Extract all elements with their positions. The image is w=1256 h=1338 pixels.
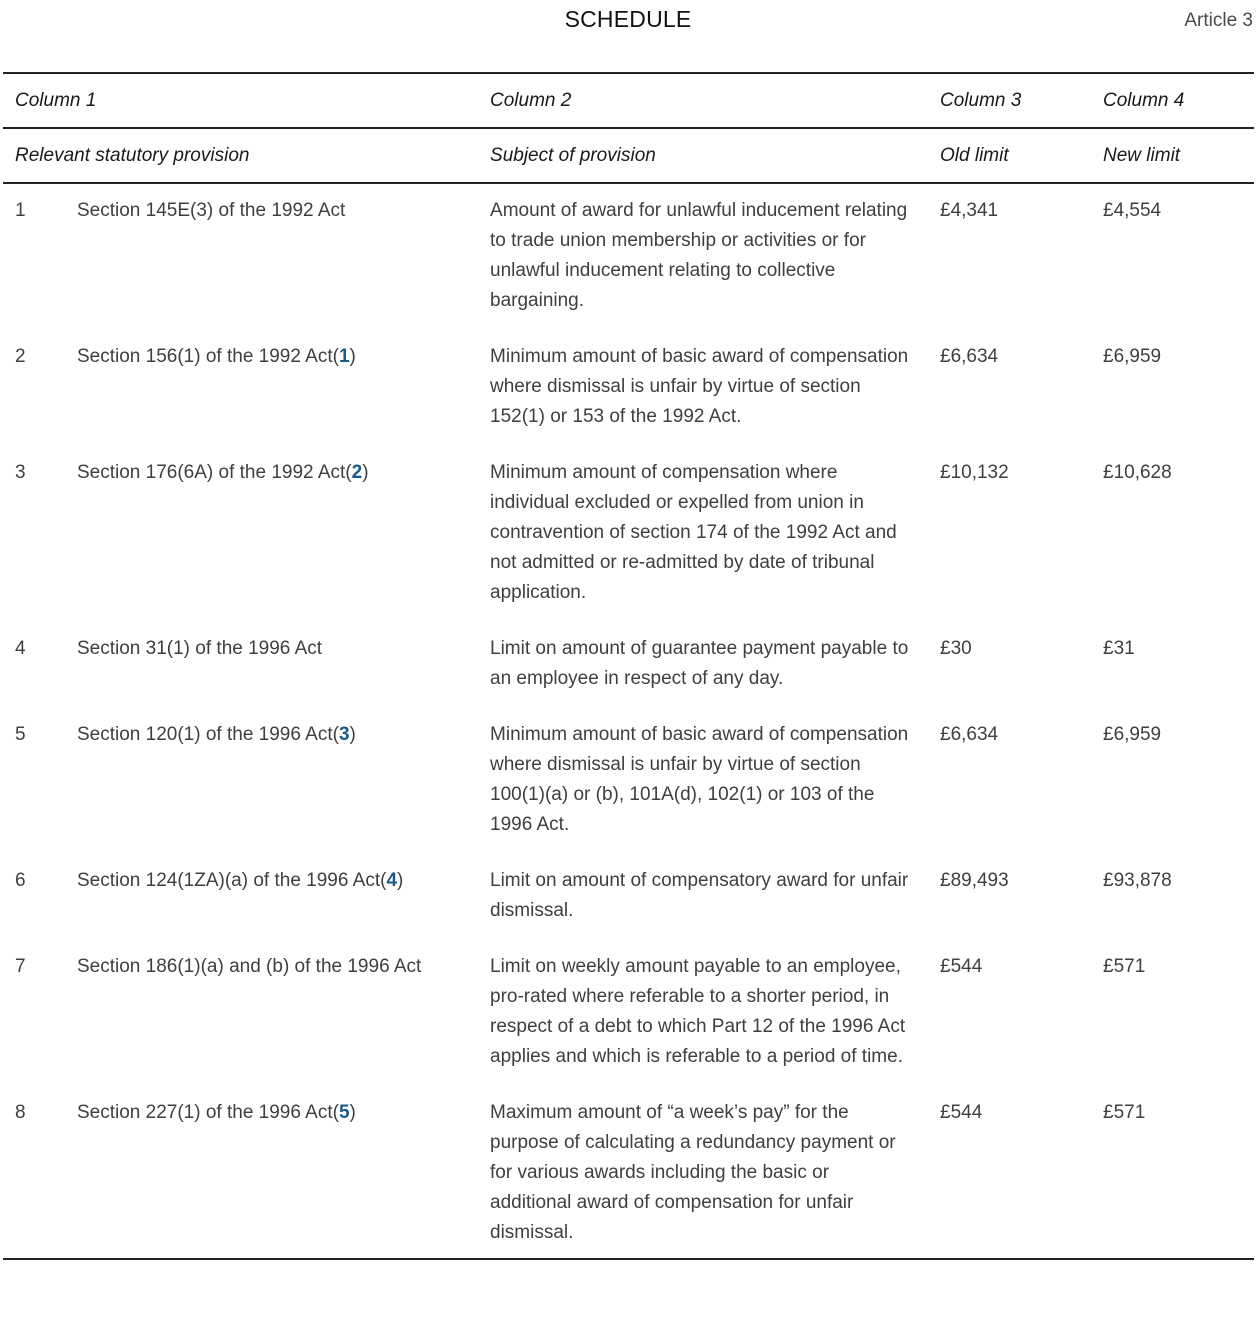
old-limit: £6,634 <box>940 346 999 367</box>
article-reference: Article 3 <box>1184 10 1253 31</box>
new-limit: £571 <box>1091 1086 1254 1259</box>
old-limit: £4,341 <box>940 200 999 221</box>
column-header-row <box>3 73 1254 128</box>
new-limit: £6,959 <box>1103 346 1162 367</box>
table-row <box>3 940 1254 1086</box>
new-limit: £571 <box>1103 956 1146 977</box>
provision-text: Section 124(1ZA)(a) of the 1996 Act <box>77 870 381 891</box>
old-limit-header: Old limit <box>928 128 1091 183</box>
statutory-provision <box>65 940 478 1086</box>
row-number: 1 <box>15 200 26 221</box>
statutory-provision: Section 156(1) of the 1992 Act(1) <box>77 346 356 367</box>
provision-subject: Minimum amount of basic award of compensation where dismissal is unfair by virtue of section 152(1) or 153 of the 1992 Act. <box>490 346 909 427</box>
table-row <box>3 622 1254 708</box>
provision-text: Section 227(1) of the 1996 Act <box>77 1102 333 1123</box>
statutory-provision: Section 124(1ZA)(a) of the 1996 Act(4) <box>77 870 404 891</box>
statutory-provision: Section 176(6A) of the 1992 Act(2) <box>77 462 369 483</box>
provision-subject: Maximum amount of “a week’s pay” for the purpose of calculating a redundancy payment or for various awards including the basic or additional award of compensation for unfair dismissal. <box>478 1086 928 1259</box>
column-2-header: Column 2 <box>478 73 928 128</box>
row-number: 7 <box>15 956 26 977</box>
schedule-heading: SCHEDULE <box>564 6 692 32</box>
old-limit: £89,493 <box>940 870 1009 891</box>
new-limit: £31 <box>1103 638 1135 659</box>
relevant-provision-header: Relevant statutory provision <box>3 128 478 183</box>
old-limit: £30 <box>940 638 972 659</box>
footnote-link-5[interactable]: 5 <box>338 1102 350 1123</box>
provision-subject: Limit on weekly amount payable to an employee, pro-rated where referable to a shorter period, in respect of a debt to which Part 12 of the 1996 Act applies and which is referable to a period of time. <box>490 956 906 1067</box>
subject-header: Subject of provision <box>478 128 928 183</box>
provision-text: Section 176(6A) of the 1992 Act <box>77 462 346 483</box>
new-limit: £93,878 <box>1103 870 1172 891</box>
table-row <box>3 854 1254 940</box>
provision-text: Section 31(1) of the 1996 Act <box>77 638 323 659</box>
footnote-link-1[interactable]: 1 <box>338 346 350 367</box>
sub-header-row <box>3 128 1254 183</box>
old-limit: £6,634 <box>940 724 999 745</box>
new-limit: £6,959 <box>1103 724 1162 745</box>
row-number: 8 <box>3 1086 65 1259</box>
provision-subject: Limit on amount of guarantee payment payable to an employee in respect of any day. <box>490 638 909 689</box>
footnote-link-2[interactable]: 2 <box>351 462 363 483</box>
provision-text: Section 156(1) of the 1992 Act <box>77 346 333 367</box>
statutory-provision: Section 120(1) of the 1996 Act(3) <box>77 724 356 745</box>
row-number: 5 <box>15 724 26 745</box>
column-1-header: Column 1 <box>3 73 478 128</box>
provision-text: Section 145E(3) of the 1992 Act <box>77 200 346 221</box>
footnote-link-4[interactable]: 4 <box>386 870 398 891</box>
table-row <box>3 330 1254 446</box>
footnote-link-3[interactable]: 3 <box>338 724 350 745</box>
schedule-table <box>3 72 1254 1260</box>
row-number: 3 <box>15 462 26 483</box>
old-limit: £10,132 <box>940 462 1009 483</box>
table-row <box>3 183 1254 330</box>
table-row <box>3 1086 1254 1259</box>
new-limit: £10,628 <box>1103 462 1172 483</box>
new-limit-header: New limit <box>1091 128 1254 183</box>
old-limit: £544 <box>928 1086 1091 1259</box>
provision-subject: Minimum amount of basic award of compensation where dismissal is unfair by virtue of section 100(1)(a) or (b), 101A(d), 102(1) or 103 of the 1996 Act. <box>490 724 909 835</box>
provision-text: Section 186(1)(a) and (b) of the 1996 Act <box>77 956 422 977</box>
row-number: 4 <box>15 638 26 659</box>
provision-subject: Amount of award for unlawful inducement relating to trade union membership or activities or for unlawful inducement relating to collective bargaining. <box>490 200 908 311</box>
provision-subject: Minimum amount of compensation where individual excluded or expelled from union in contravention of section 174 of the 1992 Act and not admitted or re-admitted by date of tribunal application. <box>490 462 897 603</box>
provision-text: Section 120(1) of the 1996 Act <box>77 724 333 745</box>
column-4-header: Column 4 <box>1091 73 1254 128</box>
row-number: 6 <box>15 870 26 891</box>
statutory-provision <box>65 183 478 330</box>
provision-subject: Limit on amount of compensatory award for unfair dismissal. <box>490 870 909 921</box>
statutory-provision <box>65 622 478 708</box>
column-3-header: Column 3 <box>928 73 1091 128</box>
old-limit: £544 <box>940 956 983 977</box>
table-row <box>3 446 1254 622</box>
new-limit: £4,554 <box>1103 200 1162 221</box>
statutory-provision: Section 227(1) of the 1996 Act(5) <box>65 1086 478 1259</box>
table-row <box>3 708 1254 854</box>
row-number: 2 <box>15 346 26 367</box>
